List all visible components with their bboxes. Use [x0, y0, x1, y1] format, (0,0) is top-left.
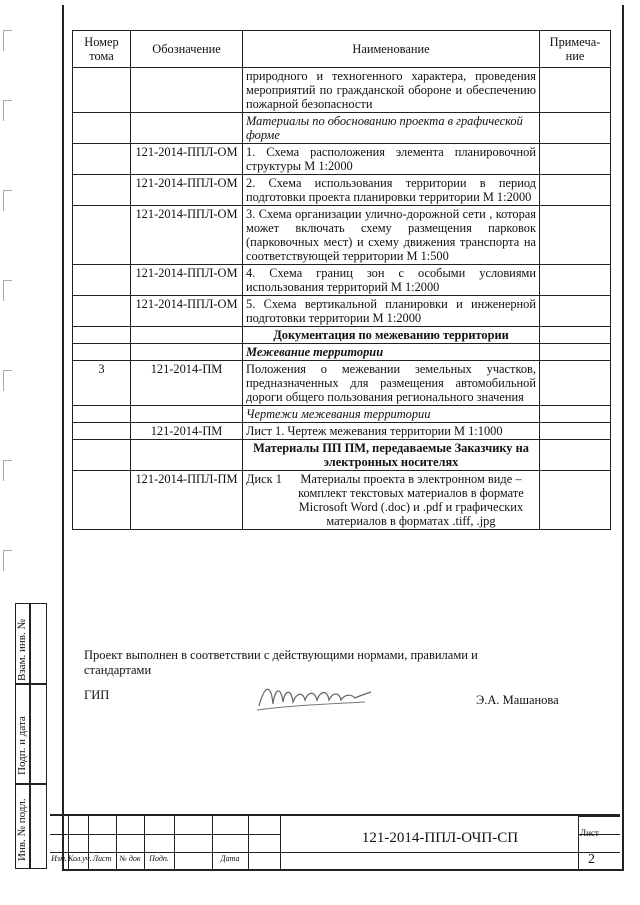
name-cell: Документация по межеванию территории	[243, 327, 540, 344]
name-cell: 1. Схема расположения элемента планировочной структуры М 1:2000	[243, 144, 540, 175]
volume-cell	[73, 296, 131, 327]
stamp-label-podp: Подп.	[149, 854, 169, 863]
note-cell	[540, 206, 611, 265]
compliance-statement: Проект выполнен в соответствии с действующими нормами, правилами и стандартами	[84, 648, 478, 677]
binding-mark	[3, 370, 12, 391]
binding-mark	[3, 100, 12, 121]
title-block	[50, 814, 620, 871]
sheet-number: 2	[588, 852, 595, 867]
side-label-podp: Подп. и дата	[16, 716, 28, 775]
note-cell	[540, 327, 611, 344]
code-cell	[131, 344, 243, 361]
code-cell: 121-2014-ППЛ-ОМ	[131, 265, 243, 296]
code-cell: 121-2014-ППЛ-ОМ	[131, 144, 243, 175]
stamp-label-kol: Кол.уч.	[68, 854, 92, 863]
code-cell: 121-2014-ППЛ-ОМ	[131, 206, 243, 265]
volume-cell	[73, 206, 131, 265]
table-row	[73, 440, 611, 471]
gip-label: ГИП	[84, 688, 110, 702]
name-cell: 2. Схема использования территории в период подготовки проекта планировки территории М 1:2000	[243, 175, 540, 206]
table-row	[73, 423, 611, 440]
header-name: Наименование	[243, 31, 540, 68]
header-volume: Номер тома	[73, 31, 131, 68]
stamp-label-list: Лист	[92, 854, 112, 863]
binding-mark	[3, 30, 12, 51]
table-row	[73, 361, 611, 406]
volume-cell	[73, 471, 131, 530]
code-cell: 121-2014-ППЛ-ОМ	[131, 296, 243, 327]
binding-mark	[3, 190, 12, 211]
table-row	[73, 406, 611, 423]
disk-label: Диск 1	[246, 472, 282, 486]
stamp-label-doc: № док	[119, 854, 141, 863]
stamp-label-izm: Изм.	[51, 854, 67, 863]
table-row	[73, 144, 611, 175]
stamp-col	[248, 816, 281, 871]
side-label-vzam: Взам. инв. №	[16, 619, 28, 681]
name-cell: Чертежи межевания территории	[243, 406, 540, 423]
volume-cell	[73, 144, 131, 175]
name-cell: Межевание территории	[243, 344, 540, 361]
table-row	[73, 175, 611, 206]
volume-cell	[73, 406, 131, 423]
note-cell	[540, 406, 611, 423]
binding-mark	[3, 280, 12, 301]
note-cell	[540, 361, 611, 406]
note-cell	[540, 144, 611, 175]
code-cell	[131, 406, 243, 423]
table-row	[73, 344, 611, 361]
table-row	[73, 68, 611, 113]
code-cell	[131, 327, 243, 344]
side-divider	[15, 683, 47, 685]
name-cell: 4. Схема границ зон с особыми условиями использования территорий М 1:2000	[243, 265, 540, 296]
name-cell: Материалы ПП ПМ, передаваемые Заказчику на электронных носителях	[243, 440, 540, 471]
code-cell	[131, 113, 243, 144]
header-code: Обозначение	[131, 31, 243, 68]
volume-cell	[73, 68, 131, 113]
volume-cell	[73, 175, 131, 206]
table-row	[73, 206, 611, 265]
note-cell	[540, 175, 611, 206]
signature	[255, 676, 375, 716]
volume-cell	[73, 265, 131, 296]
note-cell	[540, 344, 611, 361]
code-cell: 121-2014-ПМ	[131, 361, 243, 406]
table-row	[73, 296, 611, 327]
note-cell	[540, 423, 611, 440]
table-row	[73, 265, 611, 296]
code-cell: 121-2014-ППЛ-ПМ	[131, 471, 243, 530]
header-note: Примеча-ние	[540, 31, 611, 68]
code-cell	[131, 68, 243, 113]
side-divider	[15, 783, 47, 785]
name-cell: Лист 1. Чертеж межевания территории М 1:1000	[243, 423, 540, 440]
stamp-line	[578, 816, 620, 817]
gip-name: Э.А. Машанова	[476, 693, 559, 707]
side-col-inner	[29, 603, 47, 869]
table-header-row	[73, 31, 611, 68]
volume-cell	[73, 327, 131, 344]
volume-cell: 3	[73, 361, 131, 406]
table-row	[73, 327, 611, 344]
note-cell	[540, 265, 611, 296]
volume-cell	[73, 344, 131, 361]
name-cell: 5. Схема вертикальной планировки и инженерной подготовки территории М 1:2000	[243, 296, 540, 327]
table-row	[73, 113, 611, 144]
name-cell: Положения о межевании земельных участков, предназначенных для размещения автомобильной дороги общего пользования регионального значения	[243, 361, 540, 406]
note-cell	[540, 68, 611, 113]
disk-text: Материалы проекта в электронном виде – комплект текстовых материалов в формате Microsoft Word (.doc) и .pdf и графических материалов в форматах .tiff, .jpg	[298, 472, 524, 528]
name-cell: Материалы по обоснованию проекта в графической форме	[243, 113, 540, 144]
table-row	[73, 471, 611, 530]
name-cell: природного и техногенного характера, проведения мероприятий по гражданской обороне и обеспечению пожарной безопасности	[243, 68, 540, 113]
name-cell: 3. Схема организации улично-дорожной сети , которая может включать схему размещения парковок (парковочных мест) и схему движения транспорта на соответствующей территории М 1:500	[243, 206, 540, 265]
name-cell	[243, 471, 540, 530]
code-cell	[131, 440, 243, 471]
note-cell	[540, 113, 611, 144]
code-cell: 121-2014-ПМ	[131, 423, 243, 440]
stamp-col	[174, 816, 213, 871]
note-cell	[540, 471, 611, 530]
volume-cell	[73, 113, 131, 144]
volume-cell	[73, 440, 131, 471]
note-cell	[540, 296, 611, 327]
binding-marks	[0, 0, 14, 905]
binding-mark	[3, 460, 12, 481]
note-cell	[540, 440, 611, 471]
side-label-inv: Инв. № подл.	[16, 798, 28, 861]
contents-table	[72, 30, 611, 530]
sheet-label: Лист	[580, 828, 599, 838]
binding-mark	[3, 550, 12, 571]
document-code: 121-2014-ППЛ-ОЧП-СП	[361, 830, 519, 846]
stamp-label-date: Дата	[220, 854, 240, 863]
volume-cell	[73, 423, 131, 440]
code-cell: 121-2014-ППЛ-ОМ	[131, 175, 243, 206]
